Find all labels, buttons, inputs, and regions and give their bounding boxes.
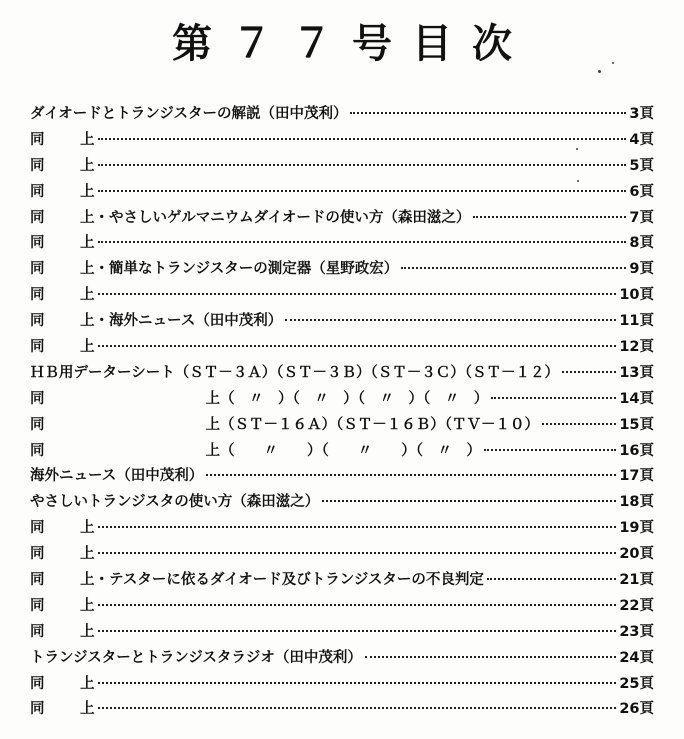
ditto-mark-same: 同 <box>30 209 45 226</box>
dot-leader <box>206 458 616 476</box>
table-of-contents <box>30 100 654 721</box>
page-number: 6頁 <box>629 183 654 200</box>
ditto-mark-same: 同 <box>30 623 45 640</box>
dot-leader <box>473 200 626 218</box>
dot-leader <box>401 251 626 269</box>
dot-leader <box>98 174 627 192</box>
page-number: 3頁 <box>629 105 654 122</box>
ditto-mark-same: 同 <box>30 442 45 459</box>
ditto-mark-above: 上 <box>80 235 95 252</box>
ditto-mark-above: 上 <box>205 442 220 459</box>
ditto-mark-above: 上 <box>80 183 95 200</box>
page-number: 20頁 <box>619 546 654 563</box>
dot-leader <box>542 407 616 425</box>
ditto-mark-above: 上 <box>80 597 95 614</box>
dot-leader <box>484 433 616 451</box>
page-number: 15頁 <box>619 416 654 433</box>
ditto-mark-above: 上 <box>80 157 95 174</box>
dot-leader <box>322 484 616 502</box>
toc-entry <box>30 333 654 359</box>
ditto-mark-above: 上 <box>80 571 95 588</box>
page-number: 12頁 <box>619 338 654 355</box>
page-number: 13頁 <box>619 364 654 381</box>
page-number: 19頁 <box>619 520 654 537</box>
print-speck <box>577 180 579 182</box>
page-number: 23頁 <box>619 623 654 640</box>
ditto-mark-same: 同 <box>30 157 45 174</box>
page-number: 7頁 <box>629 209 654 226</box>
ditto-mark-same: 同 <box>30 261 45 278</box>
ditto-mark-above: 上 <box>80 623 95 640</box>
page-number: 17頁 <box>619 468 654 485</box>
page-number: 26頁 <box>619 701 654 718</box>
page-number: 9頁 <box>629 261 654 278</box>
ditto-mark-same: 同 <box>30 338 45 355</box>
dot-leader <box>487 562 616 580</box>
toc-entry-title: ・簡単なトランジスターの測定器（星野政宏） <box>94 261 399 278</box>
dot-leader <box>98 148 627 166</box>
dot-leader <box>365 640 616 658</box>
dot-leader <box>98 122 627 140</box>
ditto-mark-above: 上 <box>80 675 95 692</box>
dot-leader <box>350 96 626 114</box>
ditto-mark-same: 同 <box>30 571 45 588</box>
ditto-mark-same: 同 <box>30 701 45 718</box>
ditto-mark-same: 同 <box>30 520 45 537</box>
page-number: 21頁 <box>619 571 654 588</box>
page-number: 11頁 <box>619 313 654 330</box>
dot-leader <box>98 277 617 295</box>
ditto-mark-same: 同 <box>30 235 45 252</box>
page-number: 22頁 <box>619 597 654 614</box>
print-speck <box>576 148 578 150</box>
page-number: 25頁 <box>619 675 654 692</box>
ditto-mark-above: 上 <box>80 287 95 304</box>
print-speck <box>598 70 601 73</box>
ditto-mark-above: 上 <box>80 131 95 148</box>
toc-entry-title: （ 〃 ）（ 〃 ）（ 〃 ） <box>220 442 481 459</box>
dot-leader <box>98 666 617 684</box>
print-speck <box>612 62 614 64</box>
page-number: 16頁 <box>619 442 654 459</box>
ditto-mark-above: 上 <box>80 701 95 718</box>
toc-entry-title: （ＳＴ－１６Ａ）（ＳＴ－１６Ｂ）（ＴＶ－１０） <box>220 416 539 433</box>
ditto-mark-above: 上 <box>80 338 95 355</box>
ditto-mark-same: 同 <box>30 287 45 304</box>
toc-entry-title: トランジスターとトランジスタラジオ（田中茂利） <box>30 649 362 666</box>
toc-entry-title: やさしいトランジスタの使い方（森田滋之） <box>30 494 320 511</box>
page-number: 4頁 <box>629 131 654 148</box>
ditto-mark-above: 上 <box>80 520 95 537</box>
toc-entry-title: ＨＢ用データーシート（ＳＴ－３Ａ）（ＳＴ－３Ｂ）（ＳＴ－３Ｃ）（ＳＴ－１２） <box>30 364 559 381</box>
dot-leader <box>491 381 616 399</box>
ditto-mark-same: 同 <box>30 597 45 614</box>
page-number: 8頁 <box>629 235 654 252</box>
ditto-mark-same: 同 <box>30 416 45 433</box>
ditto-mark-above: 上 <box>80 261 95 278</box>
toc-entry-title: ダイオードとトランジスターの解説（田中茂利） <box>30 105 348 122</box>
page-number: 10頁 <box>619 287 654 304</box>
dot-leader <box>98 614 617 632</box>
ditto-mark-same: 同 <box>30 313 45 330</box>
ditto-mark-same: 同 <box>30 675 45 692</box>
toc-entry-title: ・やさしいゲルマニウムダイオードの使い方（森田滋之） <box>94 209 471 226</box>
page-number: 14頁 <box>619 390 654 407</box>
toc-entry-title: 海外ニュース（田中茂利） <box>30 468 204 485</box>
dot-leader <box>98 225 627 243</box>
page-number: 5頁 <box>629 157 654 174</box>
dot-leader <box>285 303 616 321</box>
page-number: 18頁 <box>619 494 654 511</box>
ditto-mark-same: 同 <box>30 131 45 148</box>
ditto-mark-above: 上 <box>80 313 95 330</box>
dot-leader <box>98 536 617 554</box>
toc-entry <box>30 695 654 721</box>
ditto-mark-above: 上 <box>80 209 95 226</box>
ditto-mark-above: 上 <box>80 546 95 563</box>
page-title: 第７７号目次 <box>172 21 532 67</box>
dot-leader <box>98 510 617 528</box>
ditto-mark-same: 同 <box>30 390 45 407</box>
toc-entry-title: ・海外ニュース（田中茂利） <box>94 313 283 330</box>
ditto-mark-same: 同 <box>30 546 45 563</box>
dot-leader <box>98 329 617 347</box>
dot-leader <box>562 355 616 373</box>
dot-leader <box>98 588 617 606</box>
toc-entry-title: （ 〃 ）（ 〃 ）（ 〃 ）（ 〃 ） <box>220 390 489 407</box>
ditto-mark-above: 上 <box>205 416 220 433</box>
ditto-mark-above: 上 <box>205 390 220 407</box>
toc-entry-title: ・テスターに依るダイオード及びトランジスターの不良判定 <box>94 571 484 588</box>
ditto-mark-same: 同 <box>30 183 45 200</box>
page-number: 24頁 <box>619 649 654 666</box>
dot-leader <box>98 691 617 709</box>
